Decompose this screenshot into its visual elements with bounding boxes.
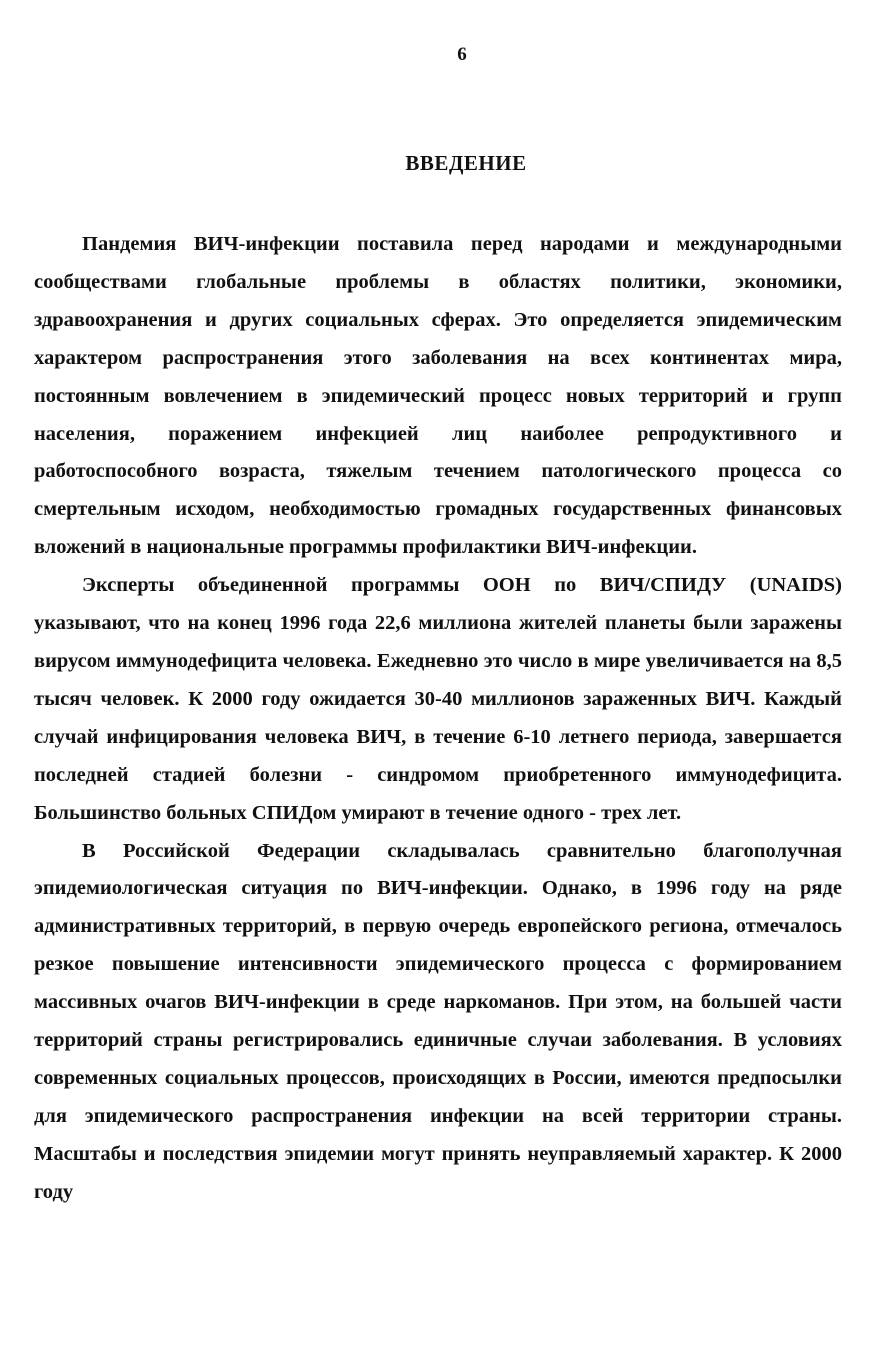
document-body bbox=[34, 226, 842, 1212]
paragraph-3: В Российской Федерации складывалась сравнительно благополучная эпидемиологическая ситуация по ВИЧ-инфекции. Однако, в 1996 году на ряде административных территорий, в первую очередь европейского региона, отмечалось резкое повышение интенсивности эпидемического процесса с формированием массивных очагов ВИЧ-инфекции в среде наркоманов. При этом, на большей части территорий страны регистрировались единичные случаи заболевания. В условиях современных социальных процессов, происходящих в России, имеются предпосылки для эпидемического распространения инфекции на всей территории страны. Масштабы и последствия эпидемии могут принять неуправляемый характер. К 2000 году bbox=[34, 839, 842, 1203]
paragraph-2: Эксперты объединенной программы ООН по ВИЧ/СПИДУ (UNAIDS) указывают, что на конец 1996 года 22,6 миллиона жителей планеты были заражены вирусом иммунодефицита человека. Ежедневно это число в мире увеличивается на 8,5 тысяч человек. К 2000 году ожидается 30-40 миллионов зараженных ВИЧ. Каждый случай инфицирования человека ВИЧ, в течение 6-10 летнего периода, завершается последней стадией болезни - синдромом приобретенного иммунодефицита. Большинство больных СПИДом умирают в течение одного - трех лет. bbox=[34, 574, 842, 824]
section-heading: ВВЕДЕНИЕ bbox=[405, 151, 527, 175]
page-number: 6 bbox=[457, 44, 467, 65]
paragraph-1: Пандемия ВИЧ-инфекции поставила перед народами и международными сообществами глобальные проблемы в областях политики, экономики, здравоохранения и других социальных сферах. Это определяется эпидемическим характером распространения этого заболевания на всех континентах мира, постоянным вовлечением в эпидемический процесс новых территорий и групп населения, поражением инфекцией лиц наиболее репродуктивного и работоспособного возраста, тяжелым течением патологического процесса со смертельным исходом, необходимостью громадных государственных финансовых вложений в национальные программы профилактики ВИЧ-инфекции. bbox=[34, 233, 842, 559]
